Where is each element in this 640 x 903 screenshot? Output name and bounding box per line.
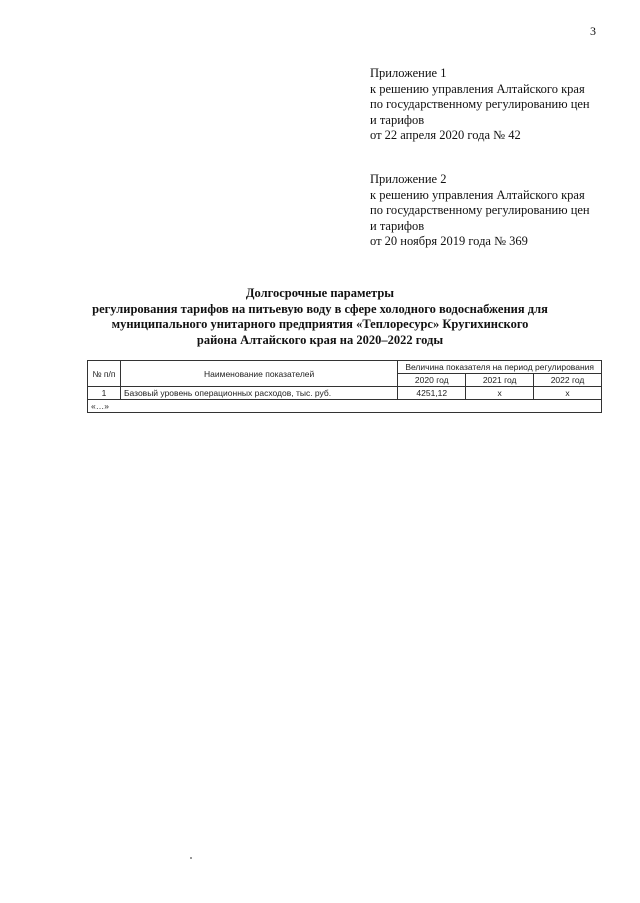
appendix-1-line: от 22 апреля 2020 года № 42 [370, 128, 521, 142]
row-value-2021: х [466, 387, 534, 400]
title-line: района Алтайского края на 2020–2022 годы [196, 332, 444, 347]
header-year-2020: 2020 год [398, 374, 466, 387]
scan-speck [190, 857, 192, 859]
title-line: муниципального унитарного предприятия «Теплоресурс» Кругихинского [111, 317, 529, 331]
document-title [80, 286, 560, 348]
table-row [88, 387, 602, 400]
row-value-2020: 4251,12 [398, 387, 466, 400]
appendix-2-header [370, 172, 590, 250]
appendix-1-line: к решению управления Алтайского края [370, 81, 585, 96]
appendix-1-line: и тарифов [370, 112, 425, 127]
title-line: регулирования тарифов на питьевую воду в сфере холодного водоснабжения для [92, 301, 548, 316]
appendix-2-line: Приложение 2 [370, 172, 447, 186]
appendix-2-line: к решению управления Алтайского края [370, 187, 585, 202]
appendix-1-line: Приложение 1 [370, 66, 447, 80]
header-num: № п/п [88, 361, 121, 387]
page-number: 3 [590, 24, 596, 38]
header-year-2021: 2021 год [466, 374, 534, 387]
header-period: Величина показателя на период регулирования [398, 361, 602, 374]
row-value-2022: х [534, 387, 602, 400]
appendix-2-line: от 20 ноября 2019 года № 369 [370, 234, 528, 248]
appendix-1-header [370, 66, 590, 144]
parameters-table [87, 360, 602, 413]
row-name: Базовый уровень операционных расходов, тыс. руб. [120, 387, 397, 400]
header-year-2022: 2022 год [534, 374, 602, 387]
appendix-2-line: и тарифов [370, 218, 425, 233]
row-num: 1 [88, 387, 121, 400]
appendix-1-line: по государственному регулированию цен [370, 97, 590, 111]
table-continuation: «…» [88, 400, 602, 413]
title-line: Долгосрочные параметры [245, 286, 395, 300]
appendix-2-line: по государственному регулированию цен [370, 203, 590, 217]
header-name: Наименование показателей [120, 361, 397, 387]
